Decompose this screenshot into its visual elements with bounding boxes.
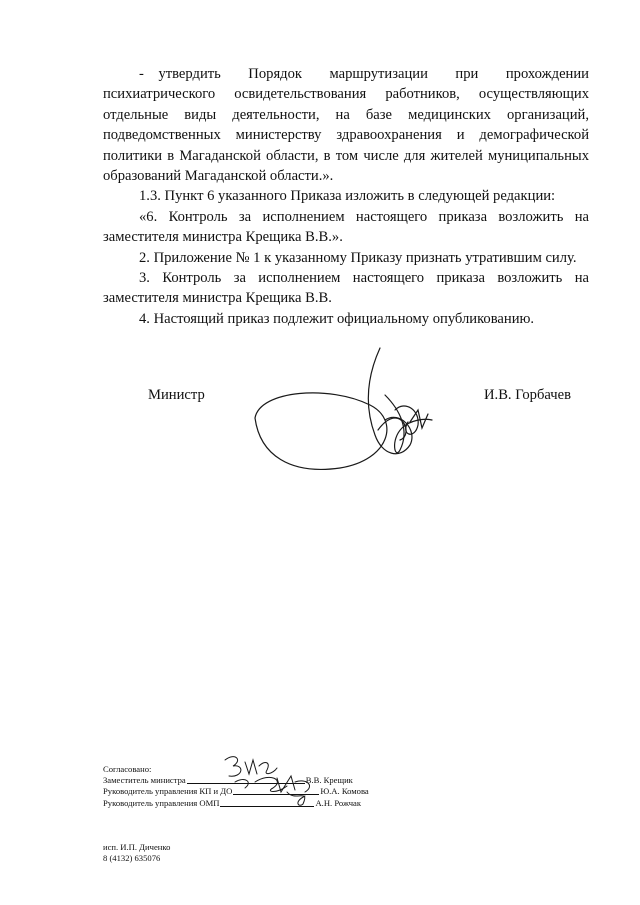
approval-role: Руководитель управления ОМП (103, 797, 220, 808)
approval-person: Ю.А. Комова (320, 786, 369, 797)
signer-name: И.В. Горбачев (484, 387, 571, 403)
paragraph-4: 4. Настоящий приказ подлежит официальному опубликованию. (139, 310, 535, 327)
paragraph-2: 2. Приложение № 1 к указанному Приказу признать утратившим силу. (139, 249, 577, 266)
approval-person: А.Н. Рожчак (315, 797, 362, 808)
approval-role: Заместитель министра (103, 775, 186, 786)
executor-phone: 8 (4132) 635076 (103, 853, 161, 864)
document-body (103, 64, 589, 329)
signer-position: Министр (148, 387, 205, 403)
approval-person: В.В. Крещик (305, 775, 353, 786)
paragraph-point-6: «6. Контроль за исполнением настоящего приказа возложить на заместителя министра Крещика В.В.». (103, 208, 589, 246)
approval-heading: Согласовано: (103, 764, 152, 774)
approval-signatures (215, 752, 325, 810)
minister-signature (250, 340, 450, 480)
paragraph-1-3: 1.3. Пункт 6 указанного Приказа изложить в следующей редакции: (139, 188, 556, 205)
approval-role: Руководитель управления КП и ДО (103, 786, 233, 797)
executor-block (103, 842, 170, 864)
executor-name: исп. И.П. Диченко (103, 842, 171, 852)
paragraph-approve-procedure: - утвердить Порядок маршрутизации при прохождении психиатрического освидетельствования работников, осуществляющих отдельные виды деятельности, на базе медицинских организаций, подведомственных министерству здравоохранения и демографической политики в Магаданской области, в том числе для жителей муниципальных образований Магаданской области.». (103, 66, 589, 185)
paragraph-3: 3. Контроль за исполнением настоящего приказа возложить на заместителя министра Крещика В.В. (103, 270, 589, 307)
